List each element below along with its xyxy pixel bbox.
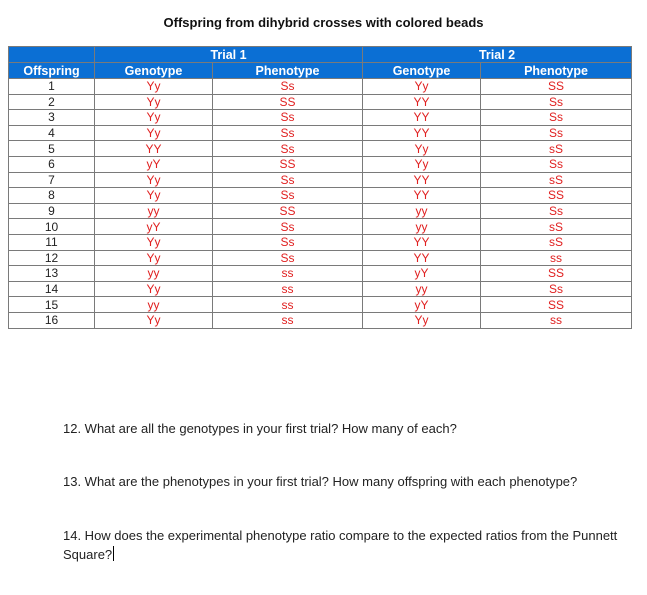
trial-1-genotype-cell: yY: [95, 219, 213, 235]
offspring-number-cell: 1: [9, 79, 95, 95]
trial-2-genotype-cell: yy: [363, 219, 481, 235]
trial-2-genotype-cell: Yy: [363, 141, 481, 157]
offspring-number-cell: 3: [9, 110, 95, 126]
question-12: 12. What are all the genotypes in your first trial? How many of each?: [63, 421, 457, 436]
trial-2-phenotype-cell: Ss: [481, 281, 632, 297]
offspring-number-cell: 13: [9, 266, 95, 282]
text-cursor: [113, 546, 114, 561]
table-row: [9, 188, 632, 204]
trial-1-header: Trial 1: [95, 47, 363, 63]
trial-1-genotype-cell: Yy: [95, 110, 213, 126]
trial-2-phenotype-cell: sS: [481, 234, 632, 250]
trial-1-genotype-cell: Yy: [95, 188, 213, 204]
trial-1-phenotype-cell: Ss: [213, 110, 363, 126]
trial-2-genotype-cell: YY: [363, 94, 481, 110]
header-blank-cell: [9, 47, 95, 63]
offspring-number-cell: 10: [9, 219, 95, 235]
table-row: [9, 156, 632, 172]
trial-1-phenotype-cell: ss: [213, 312, 363, 328]
table-row: [9, 141, 632, 157]
offspring-number-cell: 11: [9, 234, 95, 250]
offspring-number-cell: 14: [9, 281, 95, 297]
table-row: [9, 79, 632, 95]
offspring-number-cell: 8: [9, 188, 95, 204]
trial-2-genotype-cell: YY: [363, 250, 481, 266]
table-row: [9, 266, 632, 282]
trial-2-header: Trial 2: [363, 47, 632, 63]
trial-2-phenotype-cell: ss: [481, 250, 632, 266]
trial-1-phenotype-cell: Ss: [213, 141, 363, 157]
trial-2-phenotype-cell: Ss: [481, 110, 632, 126]
trial-2-phenotype-cell: SS: [481, 297, 632, 313]
offspring-number-cell: 5: [9, 141, 95, 157]
offspring-number-cell: 12: [9, 250, 95, 266]
question-14-text: 14. How does the experimental phenotype ratio compare to the expected ratios from the Punnett Square?: [63, 528, 618, 562]
trial-1-genotype-cell: YY: [95, 141, 213, 157]
offspring-number-cell: 16: [9, 312, 95, 328]
trial-1-phenotype-cell: Ss: [213, 125, 363, 141]
trial-1-genotype-cell: Yy: [95, 312, 213, 328]
table-row: [9, 172, 632, 188]
trial-1-phenotype-cell: Ss: [213, 219, 363, 235]
trial-1-genotype-cell: Yy: [95, 234, 213, 250]
trial-2-genotype-cell: Yy: [363, 79, 481, 95]
trial-2-genotype-cell: YY: [363, 234, 481, 250]
trial-2-phenotype-cell: Ss: [481, 125, 632, 141]
trial-2-genotype-cell: YY: [363, 110, 481, 126]
trial-1-genotype-cell: Yy: [95, 172, 213, 188]
trial-1-phenotype-cell: SS: [213, 203, 363, 219]
trial-header-row: [9, 47, 632, 63]
trial-2-genotype-header: Genotype: [363, 63, 481, 79]
trial-1-genotype-cell: yy: [95, 297, 213, 313]
trial-2-phenotype-cell: sS: [481, 172, 632, 188]
trial-2-phenotype-header: Phenotype: [481, 63, 632, 79]
offspring-number-cell: 4: [9, 125, 95, 141]
trial-1-genotype-header: Genotype: [95, 63, 213, 79]
trial-2-genotype-cell: yy: [363, 203, 481, 219]
trial-1-phenotype-cell: ss: [213, 297, 363, 313]
offspring-number-cell: 7: [9, 172, 95, 188]
table-row: [9, 234, 632, 250]
trial-2-genotype-cell: Yy: [363, 156, 481, 172]
trial-2-phenotype-cell: SS: [481, 266, 632, 282]
trial-2-genotype-cell: YY: [363, 125, 481, 141]
trial-2-genotype-cell: yY: [363, 266, 481, 282]
table-row: [9, 125, 632, 141]
offspring-number-cell: 2: [9, 94, 95, 110]
trial-2-phenotype-cell: Ss: [481, 156, 632, 172]
trial-1-phenotype-header: Phenotype: [213, 63, 363, 79]
trial-1-phenotype-cell: Ss: [213, 172, 363, 188]
trial-1-phenotype-cell: Ss: [213, 188, 363, 204]
trial-1-phenotype-cell: ss: [213, 266, 363, 282]
table-row: [9, 219, 632, 235]
trial-2-phenotype-cell: ss: [481, 312, 632, 328]
table-row: [9, 203, 632, 219]
table-row: [9, 297, 632, 313]
page-title: Offspring from dihybrid crosses with colored beads: [163, 15, 484, 30]
offspring-number-cell: 15: [9, 297, 95, 313]
table-row: [9, 281, 632, 297]
trial-1-genotype-cell: Yy: [95, 79, 213, 95]
offspring-number-cell: 9: [9, 203, 95, 219]
trial-2-phenotype-cell: Ss: [481, 94, 632, 110]
question-13: 13. What are the phenotypes in your first trial? How many offspring with each phenotype?: [63, 474, 578, 489]
offspring-number-cell: 6: [9, 156, 95, 172]
table-row: [9, 250, 632, 266]
trial-1-genotype-cell: Yy: [95, 250, 213, 266]
question-14[interactable]: [63, 526, 623, 564]
trial-1-genotype-cell: Yy: [95, 125, 213, 141]
column-header-row: [9, 63, 632, 79]
offspring-table: [8, 46, 632, 329]
trial-2-genotype-cell: yy: [363, 281, 481, 297]
trial-1-phenotype-cell: Ss: [213, 79, 363, 95]
trial-1-genotype-cell: Yy: [95, 281, 213, 297]
trial-2-genotype-cell: Yy: [363, 312, 481, 328]
trial-2-phenotype-cell: sS: [481, 141, 632, 157]
trial-2-genotype-cell: YY: [363, 188, 481, 204]
trial-2-phenotype-cell: SS: [481, 79, 632, 95]
trial-2-phenotype-cell: SS: [481, 188, 632, 204]
trial-1-phenotype-cell: Ss: [213, 250, 363, 266]
trial-1-phenotype-cell: SS: [213, 94, 363, 110]
trial-1-phenotype-cell: SS: [213, 156, 363, 172]
trial-2-genotype-cell: YY: [363, 172, 481, 188]
trial-1-genotype-cell: yy: [95, 266, 213, 282]
trial-2-genotype-cell: yY: [363, 297, 481, 313]
trial-1-genotype-cell: Yy: [95, 94, 213, 110]
trial-1-genotype-cell: yy: [95, 203, 213, 219]
table-row: [9, 312, 632, 328]
trial-2-phenotype-cell: sS: [481, 219, 632, 235]
offspring-column-header: Offspring: [9, 63, 95, 79]
trial-2-phenotype-cell: Ss: [481, 203, 632, 219]
table-row: [9, 94, 632, 110]
trial-1-genotype-cell: yY: [95, 156, 213, 172]
table-row: [9, 110, 632, 126]
trial-1-phenotype-cell: ss: [213, 281, 363, 297]
trial-1-phenotype-cell: Ss: [213, 234, 363, 250]
